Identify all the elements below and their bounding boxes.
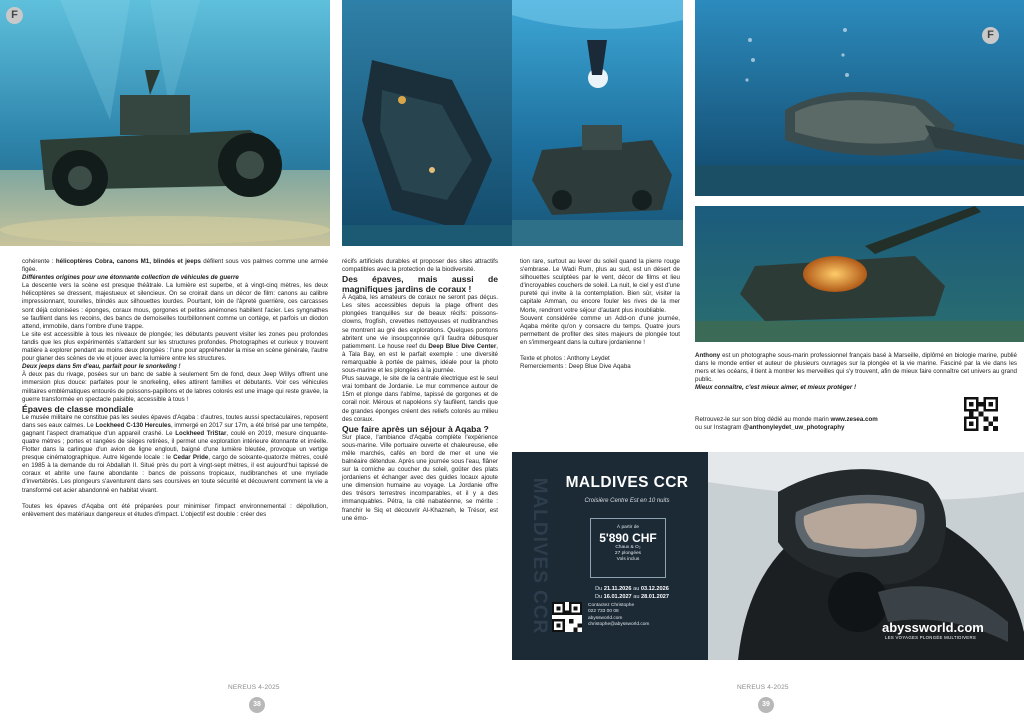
text-run: défilent sous vos palmes comme une armée figée. xyxy=(22,258,328,274)
price-detail: Vols inclus xyxy=(616,557,640,562)
text-run: Le musée militaire ne constitue pas les seules épaves d'Aqaba : d'autres, toutes aussi spectaculaires, reposent dans ses eaux calmes. Le xyxy=(22,413,328,429)
instagram-link-line[interactable] xyxy=(695,424,935,432)
text-run: cohérente : xyxy=(22,258,56,265)
contact-title: Contactez Christophe xyxy=(588,603,635,608)
text-run: Retrouvez-le sur son blog dédié au monde marin xyxy=(695,416,831,423)
paragraph: La descente vers la scène est presque théâtrale. La lumière est superbe, et à vingt-cinq mètres, les deux hélicoptères se dressent, majestueux et silencieux. On se croirait dans un décor de film: canons au calibre impressionnant, tourelles, blindés aux silhouettes lourdes. Pourtant, loin de l'âpreté guerrière, ces carcasses sont déjà colonisées : éponges, coraux mous, gorgones et petites anémones habillent l'acier. Les syngnathes se faufilent dans les recoins, des bancs de demoiselles tourbillonnent comme un cortège, et parfois un diodon attend, immobile, dans l'ombre d'une trappe. xyxy=(22,282,328,330)
ad-info-panel xyxy=(512,452,708,660)
advertisement-maldives[interactable] xyxy=(512,452,1024,660)
paragraph: Toutes les épaves d'Aqaba ont été préparées pour minimiser l'impact environnemental : dépollution, enlèvement des matériaux dangereux et études d'impact. L'objectif est double : créer des xyxy=(22,502,328,518)
photo-wreck-hull xyxy=(342,0,512,246)
date-range: Du 16.01.2027 au 28.01.2027 xyxy=(594,594,670,600)
bold-run: Lockheed TriStar xyxy=(175,429,227,437)
text-run: ou sur Instagram xyxy=(695,424,744,432)
price: 5'890 CHF xyxy=(599,531,657,545)
magazine-footer: NEREUS 4-2025 xyxy=(737,684,789,691)
section-heading-after: Que faire après un séjour à Aqaba ? xyxy=(342,423,489,434)
photo-tank-light xyxy=(695,206,1024,342)
contact-email: christophe@abyssworld.com xyxy=(588,621,650,627)
bold-run: Anthony xyxy=(695,352,721,359)
section-heading-corals: Des épaves, mais aussi de magnifiques jardins de coraux ! xyxy=(342,274,498,295)
ad-brand-logo: abyssworld.com xyxy=(882,620,984,635)
credit-thanks: Remerciements : Deep Blue Dive Aqaba xyxy=(520,363,631,371)
author-links xyxy=(695,416,935,432)
qr-code[interactable] xyxy=(964,397,998,431)
photo-diver-tank xyxy=(512,0,683,246)
text-run: , cargo de soixante-quatorze mètres, coulé en 1985 à la demande du roi Abdallah II. Situé près du port à vingt-sept mètres, il est aujourd'hui tapissé de coraux et abrite une faune abondante : bancs de poissons tropicaux, nudibranches et une myriade d'invertébrés. Les plongeurs s'aventurent dans ses coursives en toute sécurité et découvrent comment la vie a transformé cet acier abandonné en habitat vivant. xyxy=(22,454,328,494)
text-run: est un photographe sous-marin professionnel français basé à Marseille, diplômé en biologie marine, publié dans le monde entier et auteur de plusieurs ouvrages sur la plongée et la vie marine. Fasciné par la vie dans les mers et les océans, il tient à montrer les merveilles qui s'y trouvent, afin de mieux faire connaître cet univers au grand public. xyxy=(695,352,1017,384)
paragraph: Plus sauvage, le site de la centrale électrique est le seul vrai tombant de Jordanie. Le mur commence autour de 15m et plonge dans l'abîme, tapissé de gorgones et de corail noir. Mérous et napoléons s'y faufilent, tandis que de grandes éponges créent des reliefs colorés au milieu des coraux. xyxy=(342,375,498,423)
paragraph: Le site est accessible à tous les niveaux de plongée; les débutants peuvent visiter les zones peu profondes tandis que les plus expérimentés s'attardent sur les structures profondes. Photographes et curieux y trouvent matière à explorer pendant au moins deux plongées : l'une pour appréhender la mise en scène générale, l'autre pour glaner des scènes de vie et jouer avec la lumière entre les structures. xyxy=(22,330,328,363)
bold-run: Cedar Pride xyxy=(173,454,209,462)
paragraph: récifs artificiels durables et proposer des sites attractifs compatibles avec la protection de la biodiversité. xyxy=(342,258,498,274)
photo-aircraft-wreck xyxy=(695,0,1024,196)
article-column-2 xyxy=(342,258,498,523)
paragraph: À deux pas du rivage, posées sur un banc de sable à seulement 5m de fond, deux Jeep Willys offrent une immersion plus douce: parfaites pour le snorkeling, elles attirent familles et débutants. Voir ces véhicules militaires emblématiques entourés de poissons-papillons et de labres colorés est une image qui reste gravée, la guerre transformée en spectacle paisible, accessible à tous ! xyxy=(22,371,328,403)
text-run: , immergé en 2017 sur 17m, a été brisé par une tempête, gagnant l'aspect dramatique d'un appareil crashé. Le xyxy=(22,421,328,437)
ad-tagline: LES VOYAGES PLONGÉE MULTIDIVERS xyxy=(885,635,977,640)
paragraph: tion rare, surtout au lever du soleil quand la pierre rouge s'embrase. Le Wadi Rum, plus au sud, est un désert de silhouettes sculptées par le vent, décor de films et lieu d'incroyables couchers de soleil. La nuit, le ciel y est d'une pureté qui invite à la contemplation. Bien sûr, visiter la capitale Amman, ou encore fouler les rives de la mer Morte, rendront votre séjour d'autant plus inoubliable. xyxy=(520,258,680,314)
article-column-3 xyxy=(520,258,680,371)
blog-link-line[interactable] xyxy=(695,416,935,424)
date-range: Du 21.11.2026 au 03.12.2026 xyxy=(595,586,669,592)
ad-title: MALDIVES CCR xyxy=(565,474,689,491)
ad-price-box xyxy=(590,518,666,578)
price-detail: Chaux & O₂ xyxy=(615,545,641,550)
subheading-jeeps: Deux jeeps dans 5m d'eau, parfait pour le snorkeling ! xyxy=(22,363,181,371)
photo-jeep-underwater xyxy=(0,0,330,246)
ad-dates xyxy=(572,585,692,601)
bold-run: Lockheed C-130 Hercules xyxy=(95,421,171,429)
contact-phone: 022 733 00 08 xyxy=(588,609,619,615)
subheading-origins: Différentes origines pour une étonnante collection de véhicules de guerre xyxy=(22,274,239,282)
contact-web: abyssworld.com xyxy=(588,615,623,621)
bio-paragraph xyxy=(695,352,1017,384)
ad-diver-photo xyxy=(708,452,1024,660)
ad-qr-code[interactable] xyxy=(552,602,582,632)
text-run: , coulé en 2019, mesure cinquante-quatre mètres ; portes et rangées de sièges retirées, il permet une exploration intérieure étonnante et irréelle. Flotter dans la carlingue d'un avion de ligne englouti, baigné d'une lumière bleutée, provoque un vertige presque cinématographique. Autre légende locale : le xyxy=(22,429,328,462)
bold-run: @anthonyleydet_uw_photography xyxy=(743,424,845,432)
page-number: 38 xyxy=(249,697,265,713)
text-run: , à Tala Bay, en est le parfait exemple : une diversité remarquable à portée de palmes, idéale pour la photo sous-marine et les plongées à la journée. xyxy=(342,342,498,375)
ad-subtitle: Croisière Centre Est en 10 nuits xyxy=(584,498,670,504)
category-badge: F xyxy=(982,27,999,44)
paragraph-corals xyxy=(342,294,498,375)
page-number: 39 xyxy=(758,697,774,713)
ad-vertical-title: MALDIVES CCR xyxy=(529,477,550,635)
right-page xyxy=(512,0,1024,724)
bold-run: Deep Blue Dive Center xyxy=(428,342,497,350)
magazine-footer: NEREUS 4-2025 xyxy=(228,684,280,691)
ad-contact[interactable] xyxy=(588,603,649,628)
paragraph: Sur place, l'ambiance d'Aqaba complète l'expérience sous-marine. Ville portuaire ouverte et chaleureuse, elle mêle marchés, cafés en bord de mer et une vie balnéaire détendue. Après une journée sous l'eau, flâner sur la corniche au coucher du soleil, goûter des plats jordaniens et échanger avec des guides locaux ajoute une dimension humaine au voyage. La Jordanie offre des trésors terrestres incomparables, et il y a des immanquables. Pétra, la cité nabatéenne, se mérite : franchir le Siq et découvrir Al-Khazneh, le Trésor, est une émo- xyxy=(342,433,498,522)
article-column-1 xyxy=(22,258,328,519)
bold-run: hélicoptères Cobra, canons M1, blindés et jeeps xyxy=(55,258,201,265)
price-detail: 27 plongées xyxy=(614,551,642,556)
bio-slogan: Mieux connaître, c'est mieux aimer, et mieux protéger ! xyxy=(695,384,857,392)
bold-run: www.zesea.com xyxy=(830,416,878,423)
text-run: À Aqaba, les amateurs de coraux ne seront pas déçus. Les sites accessibles depuis la plage offrent des plongées tranquilles sur de beaux récifs: poissons-clowns, frogfish, crevettes nettoyeuses et nudibranches se montrent au gré des explorations. Quelques pontons abritent une vie insoupçonnée qu'il faudra débusquer patiemment. Le house reef du xyxy=(342,294,498,350)
paragraph: Souvent considérée comme un Add-on d'une journée, Aqaba mérite qu'on y consacre du temps. Quatre jours permettent de profiter des sites majeurs de plongée tout en s'immergeant dans la culture jordanienne ! xyxy=(520,314,680,346)
intro-paragraph xyxy=(22,258,328,274)
author-bio xyxy=(695,352,1017,392)
section-heading-wrecks: Épaves de classe mondiale xyxy=(22,403,134,414)
credit-text: Texte et photos : Anthony Leydet xyxy=(520,355,610,363)
price-prefix: À partir de xyxy=(616,525,640,530)
paragraph-wrecks xyxy=(22,414,328,495)
category-badge: F xyxy=(6,7,23,24)
